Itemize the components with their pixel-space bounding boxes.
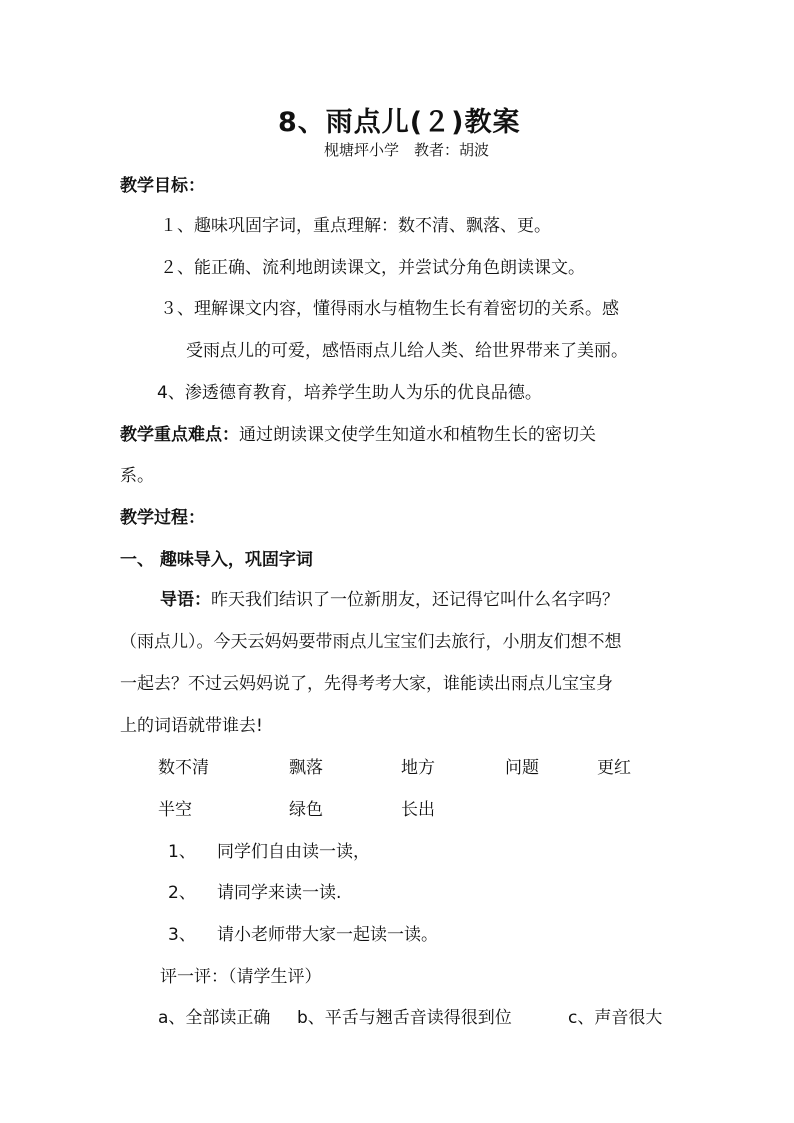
step-number: 2、 (168, 883, 196, 903)
criteria-item: a、全部读正确 (158, 1008, 271, 1028)
word-item: 数不清 (158, 758, 209, 778)
section-heading: 一、 趣味导入，巩固字词 (120, 550, 313, 570)
page-title: 8、雨点儿(２)教案 (278, 107, 521, 138)
key-points-text-continued: 系。 (120, 466, 154, 486)
objective-item-continued: 受雨点儿的可爱，感悟雨点儿给人类、给世界带来了美丽。 (186, 341, 628, 361)
step-text: 同学们自由读一读， (217, 842, 370, 862)
objective-item: 4、渗透德育教育，培养学生助人为乐的优良品德。 (157, 383, 542, 403)
word-item: 问题 (505, 758, 539, 778)
step-text: 请同学来读一读. (217, 883, 342, 903)
key-points-label: 教学重点难点： (120, 425, 239, 445)
intro-label: 导语： (160, 590, 211, 610)
key-points-text: 通过朗读课文使学生知道水和植物生长的密切关 (239, 425, 596, 445)
objective-item: １、趣味巩固字词，重点理解：数不清、飘落、更。 (160, 216, 551, 236)
criteria-item: b、平舌与翘舌音读得很到位 (297, 1008, 512, 1028)
word-item: 更红 (597, 758, 631, 778)
intro-text: 昨天我们结识了一位新朋友，还记得它叫什么名字吗？ (211, 590, 619, 610)
word-item: 地方 (401, 758, 435, 778)
evaluation-line: 评一评：（请学生评） (160, 967, 322, 987)
intro-text-line: （雨点儿）。今天云妈妈要带雨点儿宝宝们去旅行，小朋友们想不想 (120, 632, 622, 652)
author-line: 枧塘坪小学 教者：胡波 (324, 141, 490, 159)
word-item: 长出 (401, 800, 435, 820)
intro-paragraph (160, 585, 619, 610)
step-number: 1、 (168, 842, 196, 862)
objective-item: ２、能正确、流利地朗读课文，并尝试分角色朗读课文。 (160, 258, 585, 278)
criteria-item: c、声音很大 (568, 1008, 663, 1028)
key-points (120, 420, 596, 445)
step-number: 3、 (168, 925, 196, 945)
word-item: 半空 (158, 800, 192, 820)
word-item: 绿色 (289, 800, 323, 820)
objectives-heading: 教学目标： (120, 176, 205, 196)
intro-text-line: 一起去？不过云妈妈说了，先得考考大家，谁能读出雨点儿宝宝身 (120, 674, 613, 694)
word-item: 飘落 (289, 758, 323, 778)
intro-text-line: 上的词语就带谁去! (120, 716, 263, 736)
objective-item: ３、理解课文内容，懂得雨水与植物生长有着密切的关系。感 (160, 299, 619, 319)
process-heading: 教学过程： (120, 508, 205, 528)
step-text: 请小老师带大家一起读一读。 (217, 925, 438, 945)
